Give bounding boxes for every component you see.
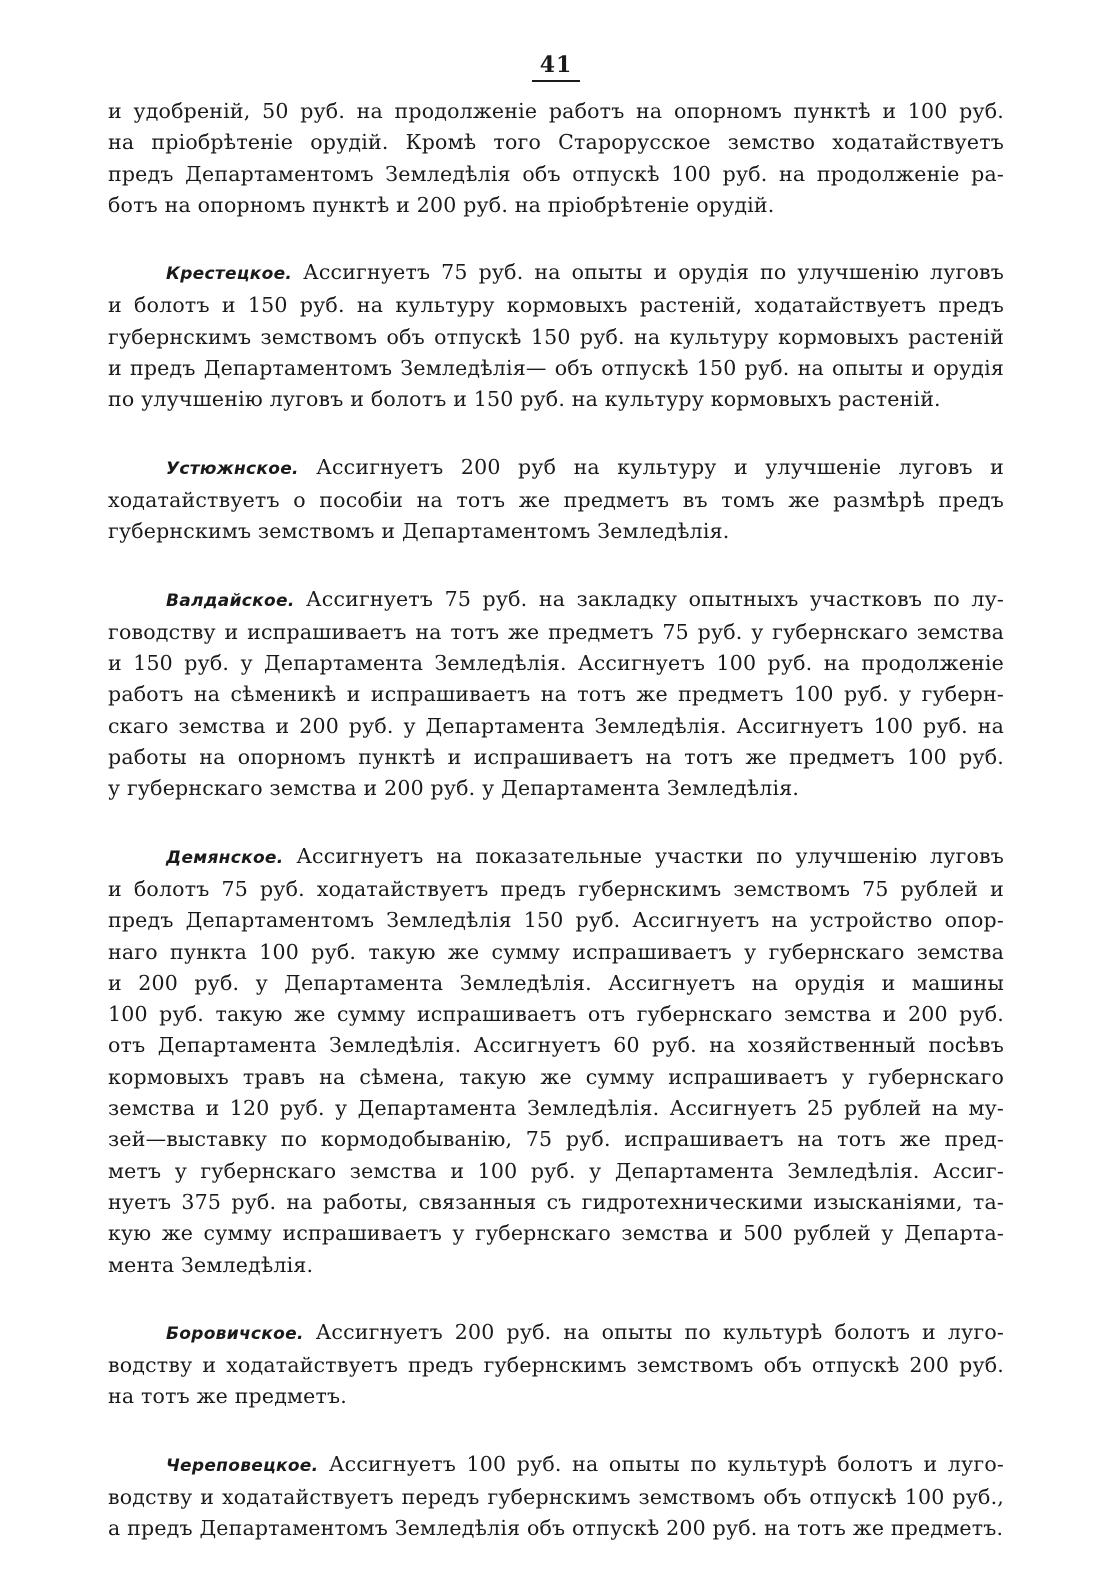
- text-line: губернскимъ земствомъ и Департаментомъ Земледѣлія.: [108, 519, 730, 544]
- text-line: [108, 257, 1004, 290]
- text-line: и предъ Департаментомъ Земледѣлія— объ отпускѣ 150 руб. на опыты и орудія: [108, 356, 1004, 381]
- text-line: скаго земства и 200 руб. у Департамента Земледѣлія. Ассигнуетъ 100 руб. на: [108, 713, 1004, 738]
- text-line: [108, 1449, 1004, 1482]
- text-line: зей—выставку по кормодобыванію, 75 руб. испрашиваетъ на тотъ же пред-: [108, 1127, 1004, 1152]
- text-line: работы на опорномъ пунктѣ и испрашиваетъ на тотъ же предметъ 100 руб.: [108, 745, 1004, 770]
- paragraph: [108, 1317, 1004, 1413]
- paragraph-lead: Устюжнское.: [166, 458, 299, 479]
- text-line: на пріобрѣтеніе орудій. Кромѣ того Старорусское земство ходатайствуетъ: [108, 130, 1004, 155]
- text-line: 100 руб. такую же сумму испрашиваетъ отъ губернскаго земства и 200 руб.: [108, 1002, 1004, 1027]
- text-line: наго пункта 100 руб. такую же сумму испрашиваетъ у губернскаго земства: [108, 939, 1004, 964]
- paragraph: [108, 1449, 1004, 1545]
- text-line: водству и ходатайствуетъ передъ губернскимъ земствомъ объ отпускѣ 100 руб.,: [108, 1484, 1004, 1509]
- page-number: 41: [532, 52, 581, 82]
- paragraph-lead: Демянское.: [166, 847, 284, 868]
- text-line: [108, 841, 1004, 874]
- paragraph-lead: Боровичское.: [166, 1323, 304, 1344]
- paragraph-lead: Череповецкое.: [166, 1455, 319, 1476]
- line-text: Ассигнуетъ 75 руб. на закладку опытныхъ участковъ по лу-: [306, 586, 1004, 611]
- text-line: работъ на сѣменикѣ и испрашиваетъ на тотъ же предметъ 100 руб. у губерн-: [108, 682, 1004, 707]
- text-line: ботъ на опорномъ пунктѣ и 200 руб. на пріобрѣтеніе орудій.: [108, 192, 775, 217]
- text-line: водству и ходатайствуетъ предъ губернскимъ земствомъ объ отпускѣ 200 руб.: [108, 1353, 1004, 1378]
- paragraph: [108, 841, 1004, 1281]
- text-line: [108, 452, 1004, 485]
- line-text: Ассигнуетъ 200 руб на культуру и улучшеніе луговъ и: [316, 454, 1005, 479]
- text-line: кую же сумму испрашиваетъ у губернскаго земства и 500 рублей у Департа-: [108, 1221, 1004, 1246]
- page-header: [108, 52, 1004, 82]
- text-line: ходатайствуетъ о пособіи на тотъ же предметъ въ томъ же размѣрѣ предъ: [108, 487, 1004, 512]
- paragraph-lead: Крестецкое.: [166, 264, 293, 285]
- text-line: а предъ Департаментомъ Земледѣлія объ отпускѣ 200 руб. на тотъ же предметъ.: [108, 1516, 1004, 1541]
- text-line: мента Земледѣлія.: [108, 1252, 314, 1277]
- text-line: кормовыхъ травъ на сѣмена, такую же сумму испрашиваетъ у губернскаго: [108, 1064, 1004, 1089]
- text-line: на тотъ же предметъ.: [108, 1384, 348, 1409]
- line-text: Ассигнуетъ 200 руб. на опыты по культурѣ болотъ и луго-: [315, 1319, 1004, 1344]
- paragraph: [108, 452, 1004, 548]
- text-line: [108, 1317, 1004, 1350]
- text-line: и удобреній, 50 руб. на продолженіе работъ на опорномъ пунктѣ и 100 руб.: [108, 99, 1004, 123]
- paragraph: [108, 96, 1004, 221]
- paragraph: [108, 584, 1004, 805]
- text-line: предъ Департаментомъ Земледѣлія 150 руб. Ассигнуетъ на устройство опор-: [108, 908, 1004, 933]
- text-line: метъ у губернскаго земства и 100 руб. у Департамента Земледѣлія. Ассиг-: [108, 1158, 1004, 1183]
- paragraph-lead: Валдайское.: [166, 590, 295, 611]
- paragraph: [108, 257, 1004, 415]
- text-line: и 200 руб. у Департамента Земледѣлія. Ассигнуетъ на орудія и машины: [108, 970, 1004, 995]
- text-line: и болотъ и 150 руб. на культуру кормовыхъ растеній, ходатайствуетъ предъ: [108, 293, 1004, 318]
- line-text: Ассигнуетъ 100 руб. на опыты по культурѣ болотъ и луго-: [328, 1451, 1004, 1476]
- document-body: [108, 96, 1004, 1545]
- text-line: нуетъ 375 руб. на работы, связанныя съ гидротехническими изысканіями, та-: [108, 1189, 1004, 1214]
- text-line: и болотъ 75 руб. ходатайствуетъ предъ губернскимъ земствомъ 75 рублей и: [108, 876, 1004, 901]
- text-line: говодству и испрашиваетъ на тотъ же предметъ 75 руб. у губернскаго земства: [108, 619, 1004, 644]
- text-line: предъ Департаментомъ Земледѣлія объ отпускѣ 100 руб. на продолженіе ра-: [108, 161, 1004, 186]
- text-line: земства и 120 руб. у Департамента Земледѣлія. Ассигнуетъ 25 рублей на му-: [108, 1096, 1004, 1121]
- document-page: [108, 52, 1004, 1581]
- line-text: Ассигнуетъ 75 руб. на опыты и орудія по улучшенію луговъ: [303, 260, 1004, 285]
- text-line: и 150 руб. у Департамента Земледѣлія. Ассигнуетъ 100 руб. на продолженіе: [108, 651, 1004, 676]
- text-line: губернскимъ земствомъ объ отпускѣ 150 руб. на культуру кормовыхъ растеній: [108, 324, 1004, 349]
- text-line: отъ Департамента Земледѣлія. Ассигнуетъ 60 руб. на хозяйственный посѣвъ: [108, 1033, 1004, 1058]
- text-line: у губернскаго земства и 200 руб. у Департамента Земледѣлія.: [108, 776, 800, 801]
- line-text: Ассигнуетъ на показательные участки по улучшенію луговъ: [296, 843, 1004, 868]
- text-line: по улучшенію луговъ и болотъ и 150 руб. на культуру кормовыхъ растеній.: [108, 387, 941, 412]
- text-line: [108, 584, 1004, 617]
